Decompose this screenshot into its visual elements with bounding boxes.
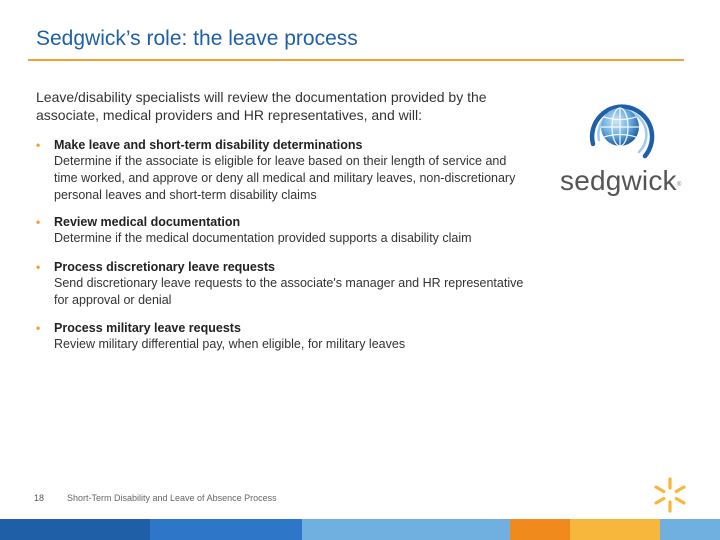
- bullet-icon: •: [36, 215, 41, 229]
- bullet-item-medical: [36, 214, 546, 247]
- bullet-description: Send discretionary leave requests to the associate's manager and HR representative for approval or denial: [54, 276, 524, 307]
- bar-segment-blue: [150, 519, 302, 540]
- bullet-heading: Process military leave requests: [54, 321, 241, 335]
- slide-title: Sedgwick’s role: the leave process: [36, 27, 358, 50]
- bullet-heading: Make leave and short-term disability determinations: [54, 138, 363, 152]
- bar-segment-yellow: [570, 519, 660, 540]
- bullet-description: Review military differential pay, when eligible, for military leaves: [54, 337, 406, 351]
- bullet-item-determinations: [36, 137, 546, 204]
- bar-segment-light-blue-end: [660, 519, 720, 540]
- bullet-item-discretionary: [36, 259, 546, 309]
- bullet-description: Determine if the medical documentation provided supports a disability claim: [54, 231, 472, 245]
- footer-title: Short-Term Disability and Leave of Absence Process: [67, 493, 277, 503]
- registered-mark: ®: [677, 182, 682, 188]
- bar-segment-light-blue: [302, 519, 510, 540]
- bar-segment-orange: [510, 519, 570, 540]
- intro-text: Leave/disability specialists will review the documentation provided by the associate, medical providers and HR representatives, and will:: [36, 89, 487, 123]
- bullet-icon: •: [36, 321, 41, 335]
- bullet-description: Determine if the associate is eligible for leave based on their length of service and time worked, and approve or deny all medical and military leaves, non-discretionary personal leaves and short-term disability claims: [54, 154, 516, 202]
- bullet-heading: Review medical documentation: [54, 215, 241, 229]
- bullet-list: [36, 137, 546, 353]
- bar-segment-navy: [0, 519, 150, 540]
- spark-icon: [651, 476, 689, 514]
- bullet-item-military: [36, 320, 546, 353]
- bullet-heading: Process discretionary leave requests: [54, 260, 275, 274]
- title-divider: [28, 59, 684, 61]
- bullet-icon: •: [36, 260, 41, 274]
- footer-color-bar: [0, 519, 720, 540]
- page-number: 18: [34, 493, 45, 503]
- sedgwick-wordmark: sedgwick: [560, 165, 677, 196]
- bullet-icon: •: [36, 138, 41, 152]
